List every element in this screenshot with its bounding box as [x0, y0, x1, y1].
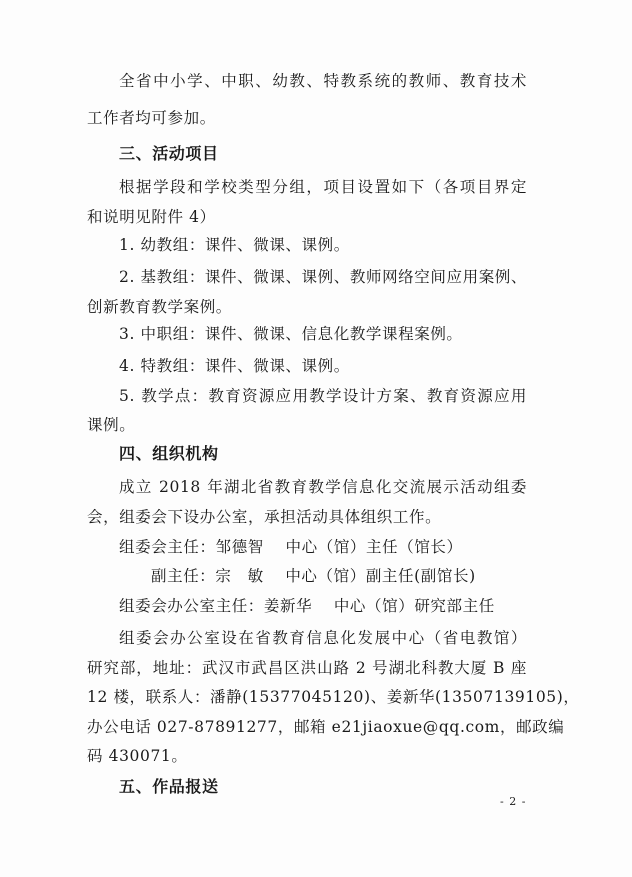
- list-item: 课例。: [87, 416, 136, 434]
- list-item: 5. 教学点：教育资源应用教学设计方案、教育资源应用: [119, 387, 527, 405]
- list-item: 4. 特教组：课件、微课、课例。: [119, 357, 350, 375]
- paragraph-line: 研究部，地址：武汉市武昌区洪山路 2 号湖北科教大厦 B 座: [87, 659, 527, 677]
- paragraph-line: 成立 2018 年湖北省教育教学信息化交流展示活动组委: [119, 478, 527, 496]
- paragraph-line: 会，组委会下设办公室，承担活动具体组织工作。: [87, 508, 442, 526]
- paragraph-line: 12 楼，联系人：潘静(15377045120)、姜新华(13507139105)，: [87, 688, 580, 706]
- section-heading: 四、组织机构: [119, 444, 219, 463]
- paragraph-line: 和说明见附件 4）: [87, 208, 216, 226]
- paragraph-line: 根据学段和学校类型分组，项目设置如下（各项目界定: [119, 178, 527, 196]
- list-item: 1. 幼教组：课件、微课、课例。: [119, 236, 350, 254]
- org-line: 组委会主任：邹德智 中心（馆）主任（馆长）: [119, 538, 463, 556]
- page-number: - 2 -: [500, 795, 527, 808]
- paragraph-line: 办公电话 027-87891277，邮箱 e21jiaoxue@qq.com，邮政编: [87, 718, 565, 736]
- section-heading: 五、作品报送: [119, 777, 219, 796]
- section-heading: 三、活动项目: [119, 144, 219, 163]
- list-item: 2. 基教组：课件、微课、课例、教师网络空间应用案例、: [119, 268, 527, 286]
- org-line: 副主任：宗 敏 中心（馆）副主任(副馆长): [151, 567, 476, 585]
- paragraph-line: 工作者均可参加。: [87, 109, 216, 127]
- list-item: 3. 中职组：课件、微课、信息化教学课程案例。: [119, 325, 463, 343]
- org-line: 组委会办公室主任：姜新华 中心（馆）研究部主任: [119, 597, 495, 615]
- paragraph-line: 全省中小学、中职、幼教、特教系统的教师、教育技术: [119, 72, 527, 90]
- list-item: 创新教育教学案例。: [87, 298, 232, 316]
- paragraph-line: 组委会办公室设在省教育信息化发展中心（省电教馆）: [119, 629, 527, 647]
- paragraph-line: 码 430071。: [87, 747, 188, 765]
